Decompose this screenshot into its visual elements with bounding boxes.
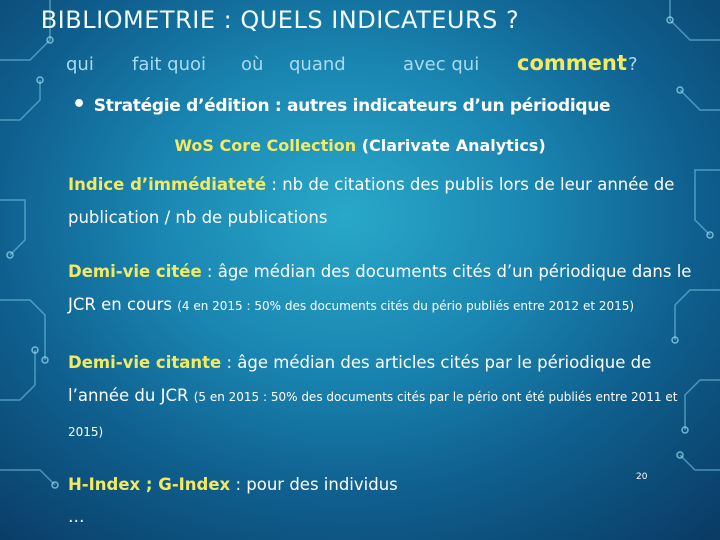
- subnav-item-avec-qui: avec qui: [403, 54, 480, 75]
- indicator-cited-half-life: [68, 255, 698, 323]
- indicator-definition: âge médian des documents cités d’un périodique dans le JCR en cours: [68, 262, 692, 314]
- bullet-point: [72, 92, 610, 117]
- indicator-note: (5 en 2015 : 50% des documents cités par le pério ont été publiés entre 2011 et 2015): [68, 390, 678, 439]
- ellipsis: …: [68, 507, 85, 526]
- indicator-separator: :: [266, 175, 283, 194]
- bullet-dot-icon: •: [72, 92, 86, 117]
- subnav-item-ou: où: [241, 54, 264, 75]
- indicator-h-g-index: [68, 468, 698, 501]
- page-number: 20: [636, 472, 648, 482]
- subnav-item-comment: comment: [517, 51, 627, 75]
- source-name: WoS Core Collection: [174, 136, 357, 155]
- subnav-question-mark: ?: [628, 54, 638, 75]
- indicator-separator: :: [221, 353, 238, 372]
- source-line: [0, 136, 720, 155]
- slide-title: BIBLIOMETRIE : QUELS INDICATEURS ?: [40, 6, 520, 34]
- indicator-term: H-Index ; G-Index: [68, 475, 231, 494]
- indicator-definition: nb de citations des publis lors de leur année de publication / nb de publications: [68, 175, 675, 227]
- indicator-citing-half-life: [68, 346, 698, 449]
- indicator-separator: :: [230, 475, 247, 494]
- subnav-item-fait-quoi: fait quoi: [132, 54, 206, 75]
- indicator-definition: âge médian des articles cités par le périodique de l’année du JCR: [68, 353, 652, 405]
- indicator-term: Demi-vie citante: [68, 353, 222, 372]
- indicator-definition: pour des individus: [246, 475, 398, 494]
- indicator-term: Indice d’immédiateté: [68, 175, 267, 194]
- source-vendor: (Clarivate Analytics): [361, 136, 546, 155]
- subnav-item-quand: quand: [289, 54, 346, 75]
- bullet-text: Stratégie d’édition : autres indicateurs d’un périodique: [93, 96, 611, 116]
- indicator-note: (4 en 2015 : 50% des documents cités du pério publiés entre 2012 et 2015): [177, 299, 635, 313]
- indicator-immediacy: [68, 168, 698, 234]
- indicator-term: Demi-vie citée: [68, 262, 202, 281]
- subnav-item-qui: qui: [66, 54, 94, 75]
- subnav: [0, 51, 720, 84]
- indicator-separator: :: [201, 262, 218, 281]
